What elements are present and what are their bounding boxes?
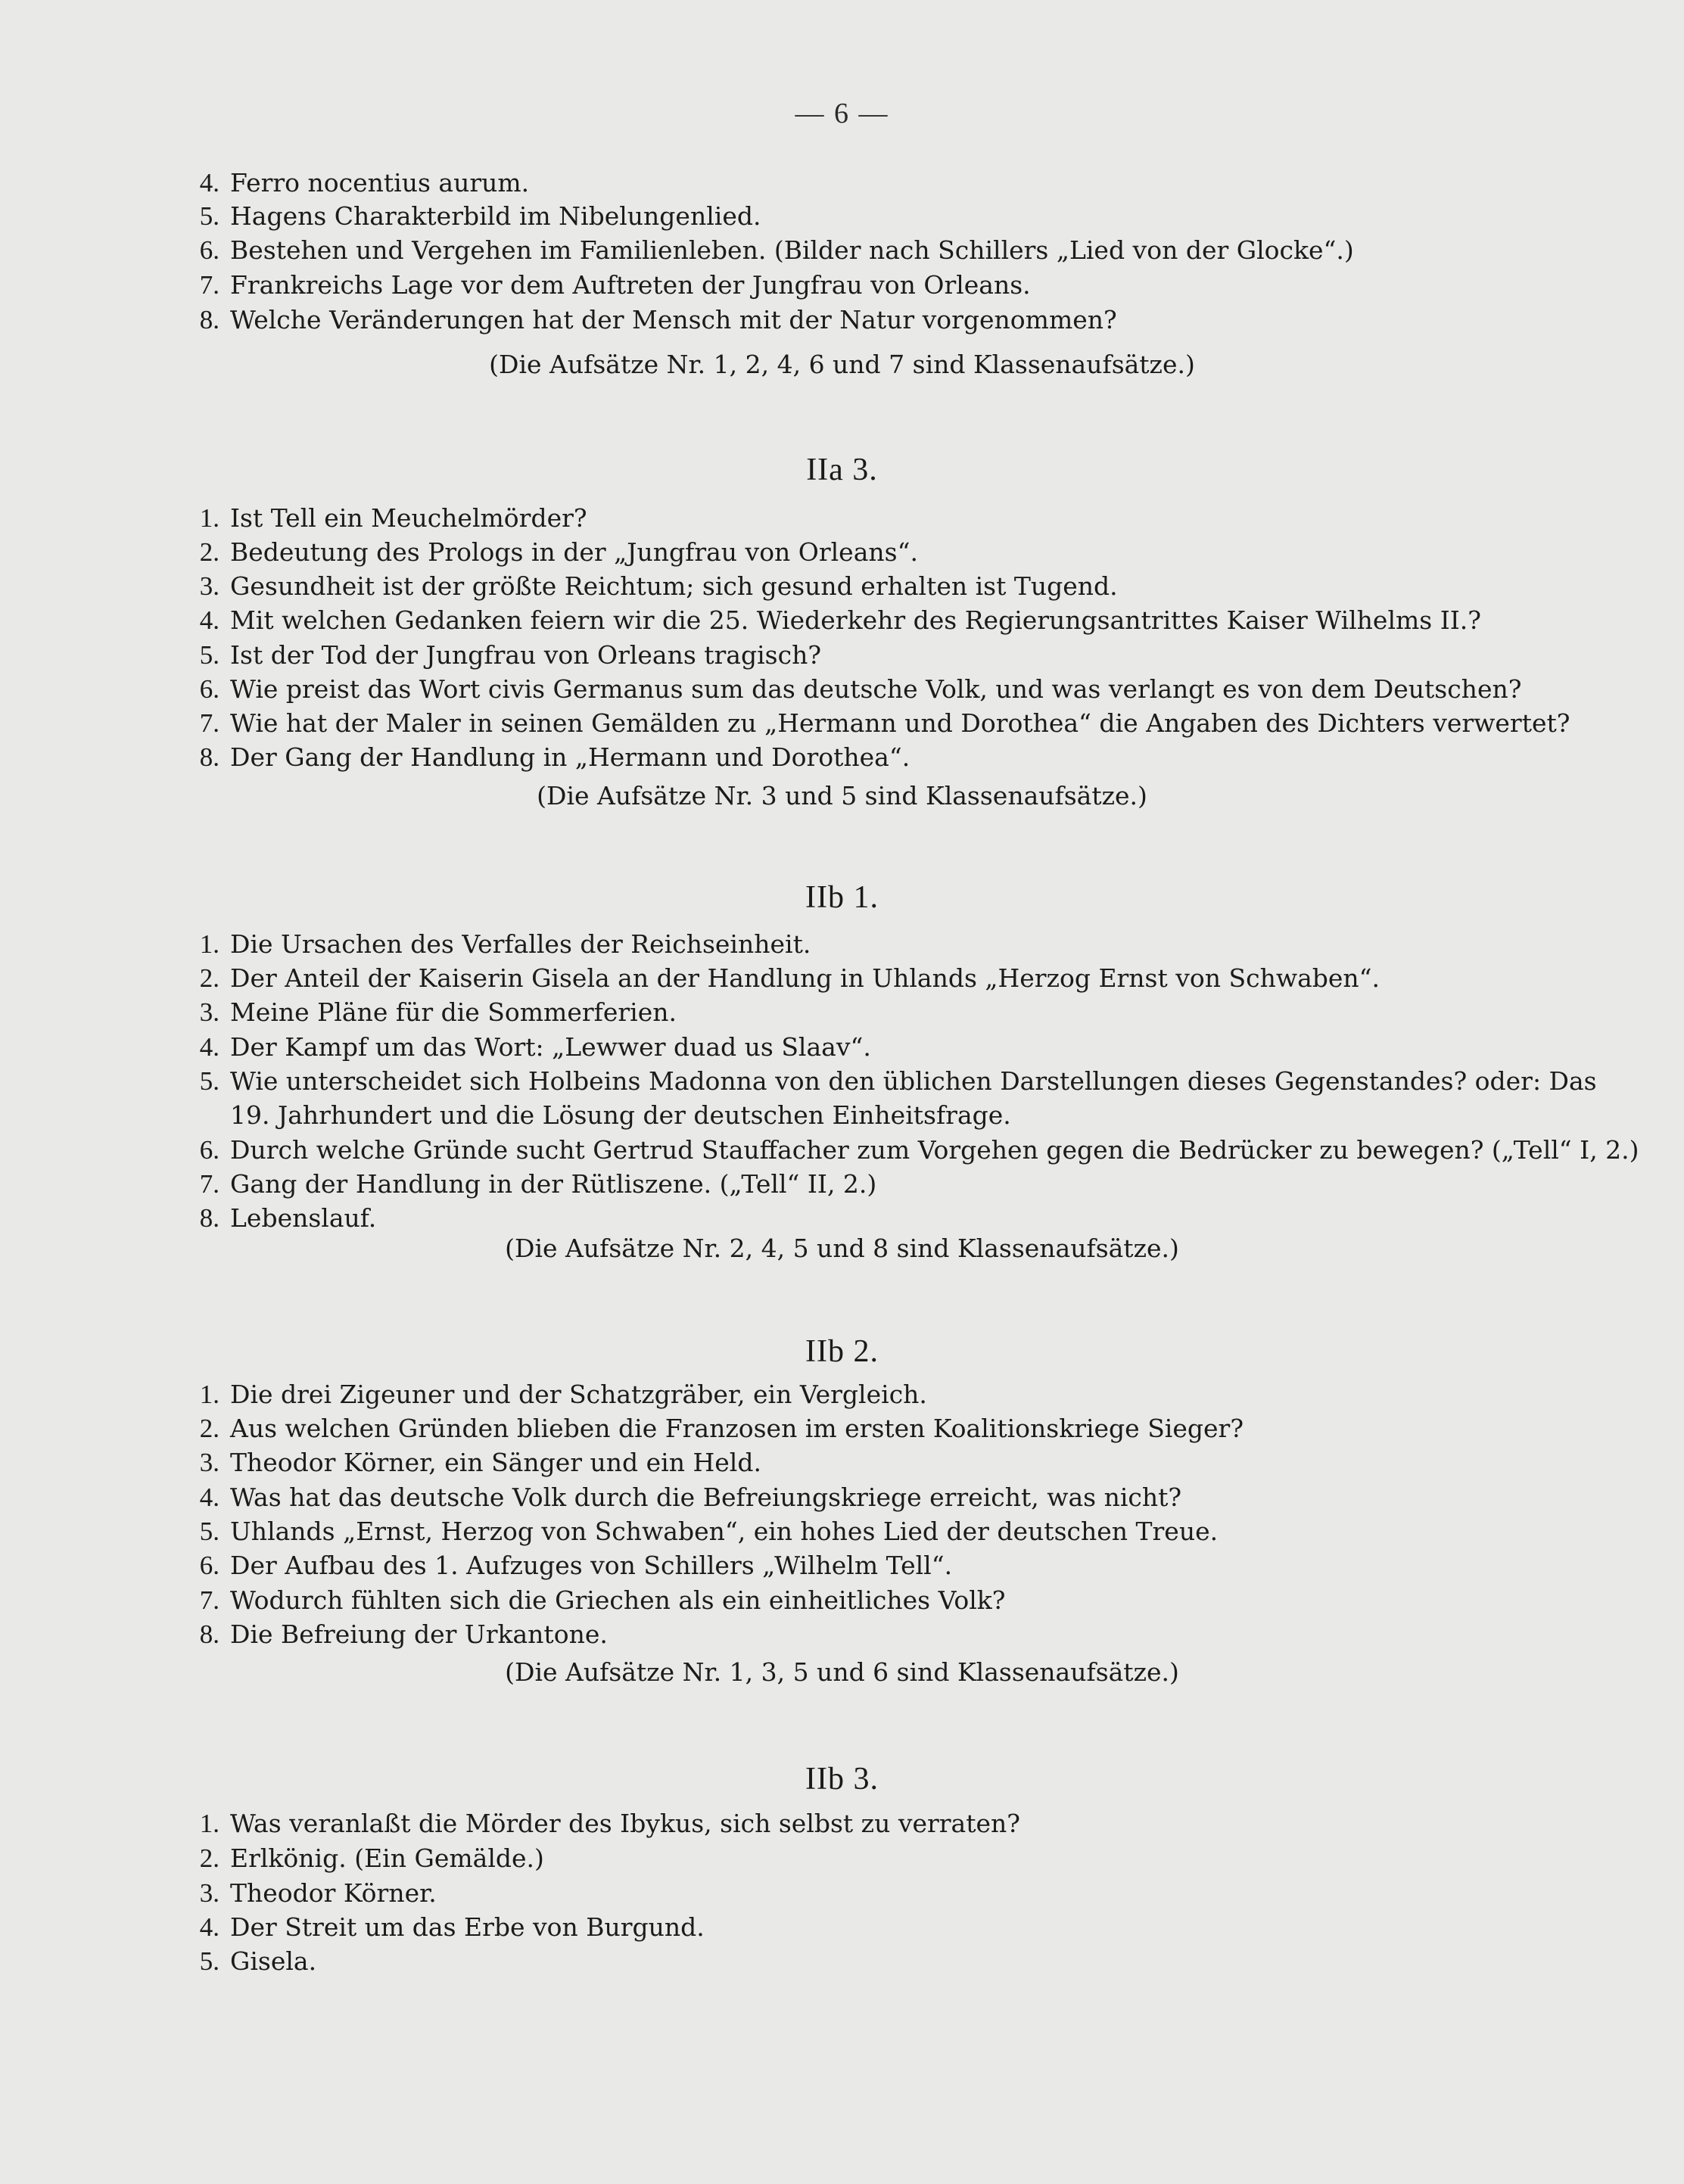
list-item <box>180 1946 316 1977</box>
item-text: Was veranlaßt die Mörder des Ibykus, sich selbst zu verraten? <box>230 1809 1020 1838</box>
item-text: Wodurch fühlten sich die Griechen als ein einheitliches Volk? <box>230 1585 1006 1615</box>
item-text: Uhlands „Ernst, Herzog von Schwaben“, ein hohes Lied der deutschen Treue. <box>230 1517 1219 1546</box>
item-number: 4. <box>199 605 219 635</box>
item-number: 4. <box>199 1032 219 1062</box>
item-number: 1. <box>199 929 219 959</box>
list-item <box>180 1517 1218 1547</box>
item-number: 8. <box>199 305 219 334</box>
list-item <box>180 997 677 1028</box>
item-text: Ist Tell ein Meuchelmörder? <box>230 503 587 533</box>
list-item <box>180 235 1354 266</box>
classwork-note: (Die Aufsätze Nr. 3 und 5 sind Klassenaufsätze.) <box>537 781 1147 810</box>
list-item <box>180 1878 437 1909</box>
list-item <box>180 1912 705 1943</box>
item-text: Ferro nocentius aurum. <box>230 168 530 198</box>
item-text: 19. Jahrhundert und die Lösung der deutschen Einheitsfrage. <box>230 1100 1011 1130</box>
item-text: Frankreichs Lage vor dem Auftreten der Jungfrau von Orleans. <box>230 270 1031 300</box>
item-text: Bedeutung des Prologs in der „Jungfrau von Orleans“. <box>230 537 918 567</box>
list-item <box>180 1414 1244 1444</box>
item-number: 7. <box>199 270 219 300</box>
item-number: 7. <box>199 1585 219 1615</box>
item-text: Der Streit um das Erbe von Burgund. <box>230 1912 705 1942</box>
list-item <box>180 1380 927 1410</box>
classwork-note: (Die Aufsätze Nr. 1, 3, 5 und 6 sind Klassenaufsätze.) <box>505 1657 1179 1687</box>
item-text: Lebenslauf. <box>230 1203 377 1233</box>
item-text: Gisela. <box>230 1946 317 1976</box>
item-text: Mit welchen Gedanken feiern wir die 25. Wiederkehr des Regierungsantrittes Kaiser Wilhelms II.? <box>230 605 1481 635</box>
list-item <box>180 1585 1006 1616</box>
section-heading: IIb 3. <box>805 1762 879 1797</box>
list-item <box>180 742 910 773</box>
item-number: 1. <box>199 503 219 533</box>
classwork-note: (Die Aufsätze Nr. 1, 2, 4, 6 und 7 sind Klassenaufsätze.) <box>489 350 1195 379</box>
list-item <box>180 1843 544 1874</box>
item-number: 7. <box>199 1169 219 1199</box>
item-number: 2. <box>199 1414 219 1443</box>
classwork-note: (Die Aufsätze Nr. 2, 4, 5 und 8 sind Klassenaufsätze.) <box>505 1234 1179 1263</box>
item-number: 3. <box>199 1878 219 1908</box>
item-text: Der Anteil der Kaiserin Gisela an der Handlung in Uhlands „Herzog Ernst von Schwaben“. <box>230 963 1381 993</box>
item-number: 3. <box>199 1448 219 1477</box>
item-number: 7. <box>199 708 219 738</box>
list-item <box>180 1169 876 1199</box>
item-text: Ist der Tod der Jungfrau von Orleans tragisch? <box>230 640 822 670</box>
list-item <box>180 503 587 534</box>
item-text: Gesundheit ist der größte Reichtum; sich gesund erhalten ist Tugend. <box>230 571 1118 601</box>
list-item <box>180 1809 1020 1839</box>
list-item <box>180 1448 761 1478</box>
item-text: Wie hat der Maler in seinen Gemälden zu „Hermann und Dorothea“ die Angaben des Dichters verwertet? <box>230 708 1570 738</box>
item-text: Welche Veränderungen hat der Mensch mit der Natur vorgenommen? <box>230 305 1117 334</box>
list-item <box>180 1032 871 1062</box>
item-number: 2. <box>199 537 219 567</box>
item-number: 6. <box>199 1551 219 1580</box>
item-text: Die Befreiung der Urkantone. <box>230 1619 608 1649</box>
list-item <box>180 708 1570 739</box>
item-text: Erlkönig. (Ein Gemälde.) <box>230 1843 544 1873</box>
item-text: Durch welche Gründe sucht Gertrud Stauffacher zum Vorgehen gegen die Bedrücker zu bewegen? („Tell“ I, 2.) <box>230 1135 1639 1165</box>
list-item <box>180 605 1481 636</box>
item-number: 6. <box>199 235 219 265</box>
item-text: Der Gang der Handlung in „Hermann und Dorothea“. <box>230 742 910 772</box>
list-item <box>180 674 1521 705</box>
item-number: 4. <box>199 1912 219 1942</box>
item-number: 6. <box>199 674 219 704</box>
item-text: Was hat das deutsche Volk durch die Befreiungskriege erreicht, was nicht? <box>230 1482 1182 1512</box>
item-text: Theodor Körner. <box>230 1878 437 1908</box>
item-number: 6. <box>199 1135 219 1165</box>
item-text: Hagens Charakterbild im Nibelungenlied. <box>230 201 761 231</box>
list-item <box>180 571 1118 602</box>
list-item <box>180 1551 952 1581</box>
item-number: 1. <box>199 1809 219 1838</box>
list-item <box>180 1135 1639 1165</box>
list-item <box>180 1482 1181 1513</box>
item-text: Wie preist das Wort civis Germanus sum das deutsche Volk, und was verlangt es von dem Deutschen? <box>230 674 1522 704</box>
list-item <box>180 929 811 960</box>
list-item <box>180 640 821 670</box>
item-text: Der Aufbau des 1. Aufzuges von Schillers „Wilhelm Tell“. <box>230 1551 953 1580</box>
item-number: 8. <box>199 742 219 772</box>
item-number: 8. <box>199 1203 219 1233</box>
item-text: Gang der Handlung in der Rütliszene. („Tell“ II, 2.) <box>230 1169 877 1199</box>
item-number: 2. <box>199 963 219 993</box>
page-number: — 6 — <box>795 98 889 129</box>
section-heading: IIb 2. <box>805 1334 879 1369</box>
item-number: 1. <box>199 1380 219 1409</box>
item-number: 5. <box>199 640 219 670</box>
item-number: 3. <box>199 997 219 1027</box>
list-item <box>180 1066 1597 1097</box>
list-item <box>180 1619 608 1650</box>
item-text: Aus welchen Gründen blieben die Franzosen im ersten Koalitionskriege Sieger? <box>230 1414 1244 1443</box>
item-text: Die Ursachen des Verfalles der Reichseinheit. <box>230 929 811 959</box>
section-heading: IIa 3. <box>806 453 878 487</box>
list-item <box>180 1203 376 1234</box>
item-text: Die drei Zigeuner und der Schatzgräber, ein Vergleich. <box>230 1380 927 1409</box>
item-number: 8. <box>199 1619 219 1649</box>
list-item <box>180 305 1117 335</box>
section-heading: IIb 1. <box>805 880 879 915</box>
item-number: 5. <box>199 1066 219 1096</box>
item-text: Wie unterscheidet sich Holbeins Madonna von den üblichen Darstellungen dieses Gegenstandes? oder: Das <box>230 1066 1597 1096</box>
item-number: 4. <box>199 1482 219 1512</box>
list-item <box>180 270 1031 300</box>
list-item-continuation <box>230 1100 1011 1131</box>
item-number: 5. <box>199 201 219 231</box>
item-text: Meine Pläne für die Sommerferien. <box>230 997 677 1027</box>
list-item <box>180 963 1380 994</box>
item-text: Der Kampf um das Wort: „Lewwer duad us Slaav“. <box>230 1032 871 1062</box>
item-text: Theodor Körner, ein Sänger und ein Held. <box>230 1448 761 1477</box>
item-number: 2. <box>199 1843 219 1873</box>
item-number: 5. <box>199 1946 219 1976</box>
list-item <box>180 201 761 232</box>
item-number: 5. <box>199 1517 219 1546</box>
item-text: Bestehen und Vergehen im Familienleben. (Bilder nach Schillers „Lied von der Glocke“.) <box>230 235 1354 265</box>
list-item <box>180 537 918 568</box>
list-item <box>180 168 529 198</box>
item-number: 4. <box>199 168 219 198</box>
item-number: 3. <box>199 571 219 601</box>
